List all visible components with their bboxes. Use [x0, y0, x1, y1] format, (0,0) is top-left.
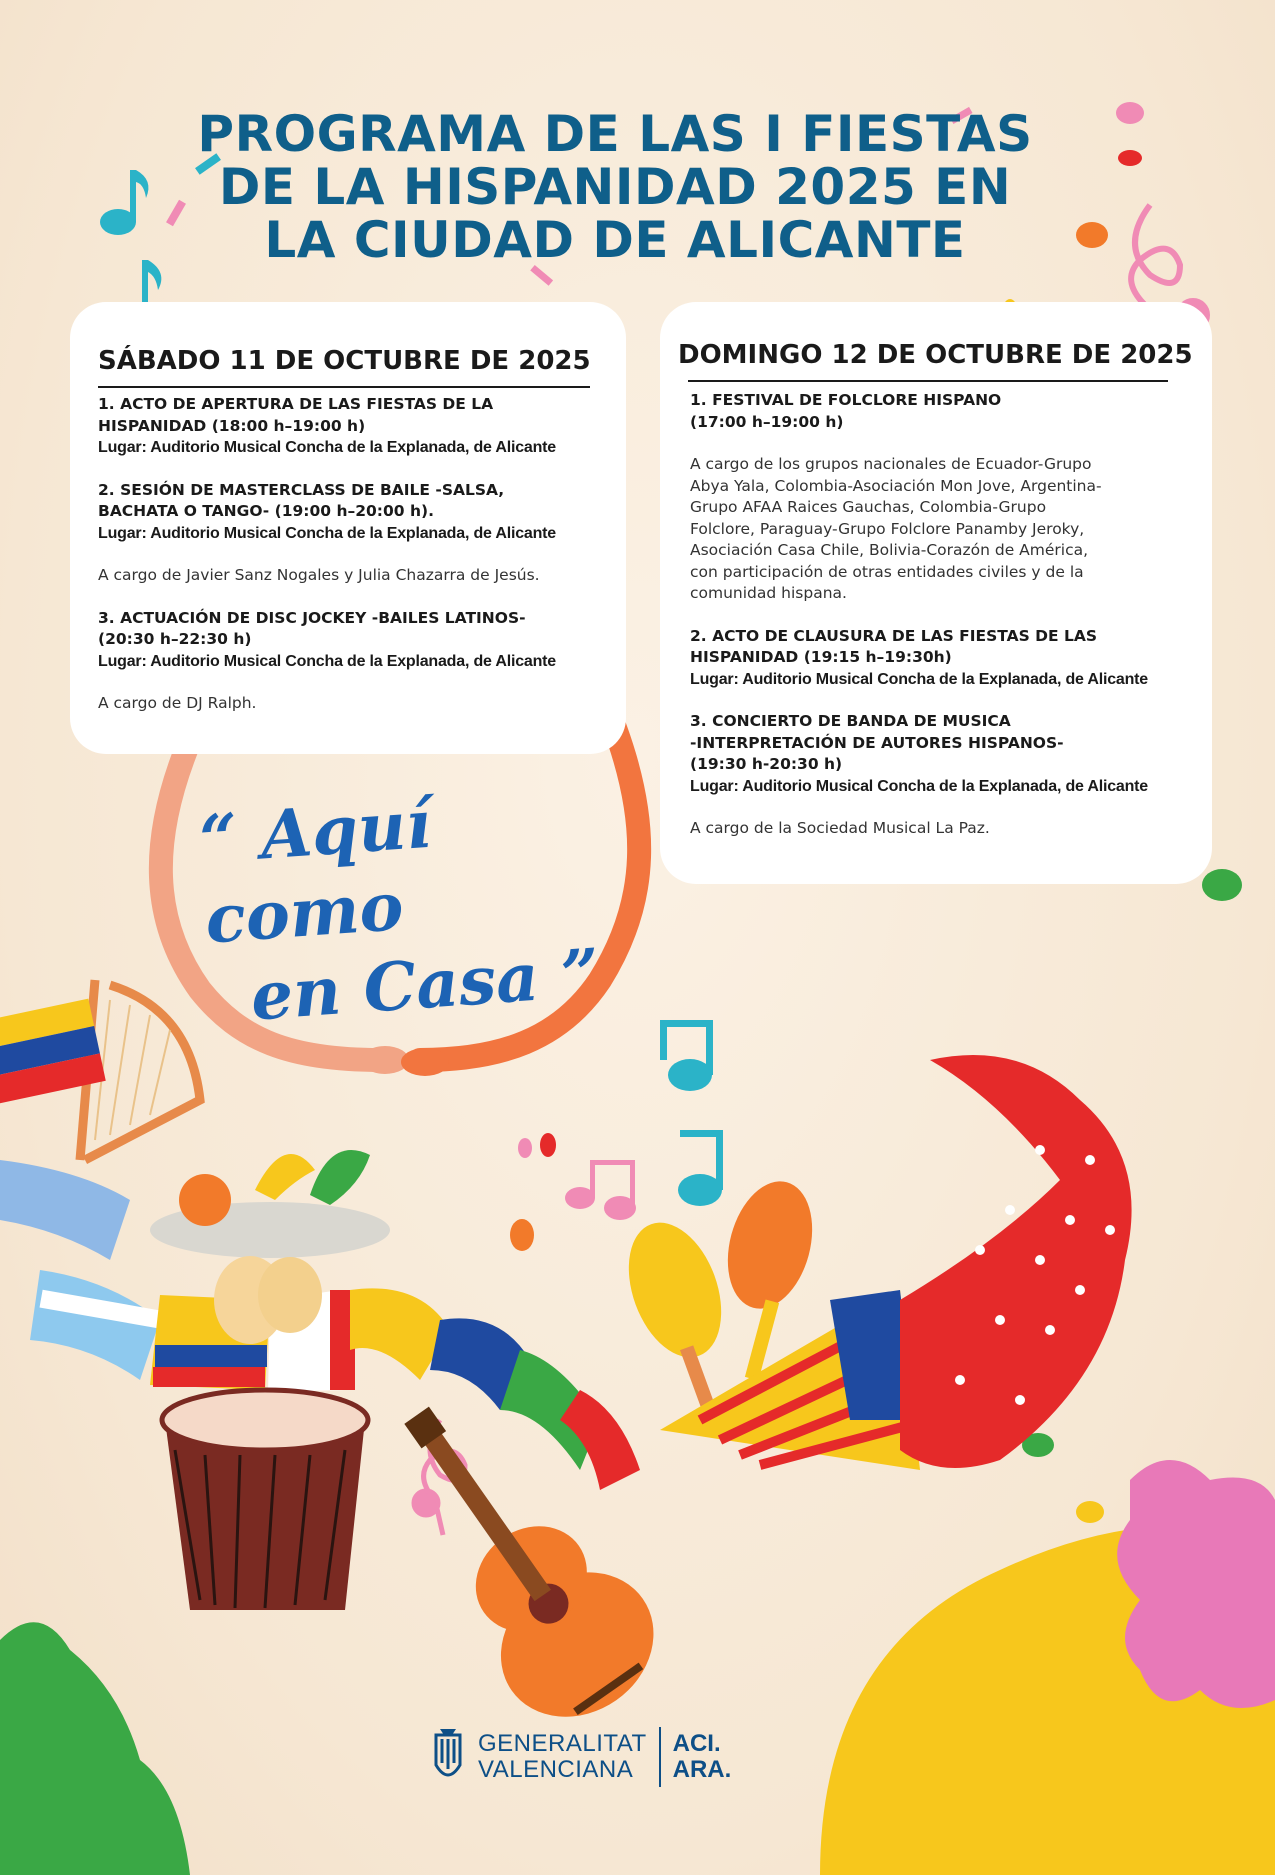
aci-ara-wordmark: [673, 1731, 732, 1783]
music-note: [565, 1160, 636, 1220]
title-line: LA CIUDAD DE ALICANTE: [264, 211, 966, 269]
music-note: [678, 1130, 723, 1206]
slogan: [197, 771, 633, 1040]
brand-text-line: ACI.: [672, 1730, 721, 1757]
event-description: A cargo de DJ Ralph.: [98, 694, 257, 712]
event-description-line: Asociación Casa Chile, Bolivia-Corazón de América,: [690, 541, 1089, 559]
page-title: [150, 105, 1080, 269]
brand-text-line: ARA.: [672, 1756, 732, 1783]
confetti-dot: [1202, 869, 1242, 901]
event-description-line: Abya Yala, Colombia-Asociación Mon Jove, Argentina-: [690, 476, 1102, 495]
generalitat-emblem-icon: [430, 1725, 466, 1789]
saturday-event-list: [98, 394, 618, 715]
event-item: [98, 394, 618, 459]
divider: [688, 380, 1168, 382]
green-bush: [0, 1622, 190, 1875]
event-title: 3. CONCIERTO DE BANDA DE MUSICA: [690, 712, 1011, 730]
divider: [98, 386, 590, 388]
event-description-line: con participación de otras entidades civiles y de la: [690, 562, 1084, 581]
confetti-dot: [540, 1133, 556, 1157]
logo-text-line: VALENCIANA: [478, 1756, 634, 1783]
confetti-dot: [518, 1138, 532, 1158]
event-item: [98, 480, 618, 587]
slogan-line: “ Aquí como: [197, 784, 434, 959]
generalitat-logo: [430, 1722, 731, 1792]
drum-icon: [162, 1390, 368, 1610]
event-title: 3. ACTUACIÓN DE DISC JOCKEY -BAILES LATINOS-: [98, 608, 526, 627]
event-description: A cargo de la Sociedad Musical La Paz.: [690, 819, 990, 837]
event-location: Lugar: Auditorio Musical Concha de la Explanada, de Alicante: [98, 524, 557, 542]
title-line: PROGRAMA DE LAS I FIESTAS: [197, 105, 1033, 163]
event-description: A cargo de Javier Sanz Nogales y Julia Chazarra de Jesús.: [98, 566, 540, 584]
music-note: [100, 170, 148, 235]
event-item: [690, 711, 1205, 840]
sunday-heading: DOMINGO 12 DE OCTUBRE DE 2025: [678, 340, 1193, 370]
event-title: 1. FESTIVAL DE FOLCLORE HISPANO: [690, 391, 1002, 409]
event-item: [690, 626, 1205, 691]
title-line: DE LA HISPANIDAD 2025 EN: [218, 158, 1012, 216]
event-location: Lugar: Auditorio Musical Concha de la Explanada, de Alicante: [690, 777, 1149, 795]
guitar-icon: [351, 1369, 682, 1746]
logo-divider: [659, 1727, 661, 1787]
event-location: Lugar: Auditorio Musical Concha de la Explanada, de Alicante: [98, 439, 557, 456]
event-item: [98, 608, 618, 715]
logo-text-line: GENERALITAT: [478, 1730, 647, 1757]
flag-ribbon-ecuador-blue: [155, 1345, 267, 1367]
event-description-line: Folclore, Paraguay-Grupo Folclore Panamby Jeroky,: [690, 519, 1085, 538]
event-time: HISPANIDAD (19:15 h–19:30h): [690, 648, 952, 666]
event-time: (19:30 h-20:30 h): [690, 755, 843, 773]
confetti-dot: [510, 1219, 534, 1251]
music-note: [660, 1020, 713, 1091]
confetti-dot: [1118, 150, 1142, 166]
flag-ribbon-ecuador-red: [153, 1367, 265, 1387]
confetti-dot: [1076, 222, 1108, 248]
pink-flower: [1117, 1460, 1275, 1708]
generalitat-wordmark: [478, 1731, 647, 1783]
event-title: 2. SESIÓN DE MASTERCLASS DE BAILE -SALSA,: [98, 480, 505, 499]
event-time: (17:00 h–19:00 h): [690, 412, 844, 431]
event-subtitle: -INTERPRETACIÓN DE AUTORES HISPANOS-: [690, 733, 1064, 752]
sunday-card: [660, 302, 1212, 884]
confetti-dot: [1116, 102, 1144, 124]
event-description-line: comunidad hispana.: [690, 584, 847, 602]
event-location: Lugar: Auditorio Musical Concha de la Explanada, de Alicante: [690, 670, 1149, 688]
event-time: BACHATA O TANGO- (19:00 h–20:00 h).: [98, 502, 434, 520]
event-location: Lugar: Auditorio Musical Concha de la Explanada, de Alicante: [98, 652, 557, 670]
confetti-dot: [1076, 1501, 1104, 1523]
flamenco-dress: [900, 1055, 1132, 1468]
event-time: (20:30 h–22:30 h): [98, 630, 252, 648]
right-hand: [401, 1048, 449, 1076]
event-title: 1. ACTO DE APERTURA DE LAS FIESTAS DE LA: [98, 395, 494, 413]
sunday-event-list: [690, 390, 1205, 840]
event-description-line: Grupo AFAA Raices Gauchas, Colombia-Grupo: [690, 498, 1047, 516]
slogan-line: en Casa ”: [248, 933, 602, 1036]
saturday-heading: SÁBADO 11 DE OCTUBRE DE 2025: [98, 346, 591, 376]
event-time: HISPANIDAD (18:00 h–19:00 h): [98, 416, 366, 435]
event-item: [690, 390, 1205, 605]
saturday-card: [70, 302, 626, 754]
event-description-line: A cargo de los grupos nacionales de Ecuador-Grupo: [690, 455, 1092, 473]
event-title: 2. ACTO DE CLAUSURA DE LAS FIESTAS DE LAS: [690, 626, 1098, 645]
flag-ribbon-blue: [0, 1160, 130, 1260]
